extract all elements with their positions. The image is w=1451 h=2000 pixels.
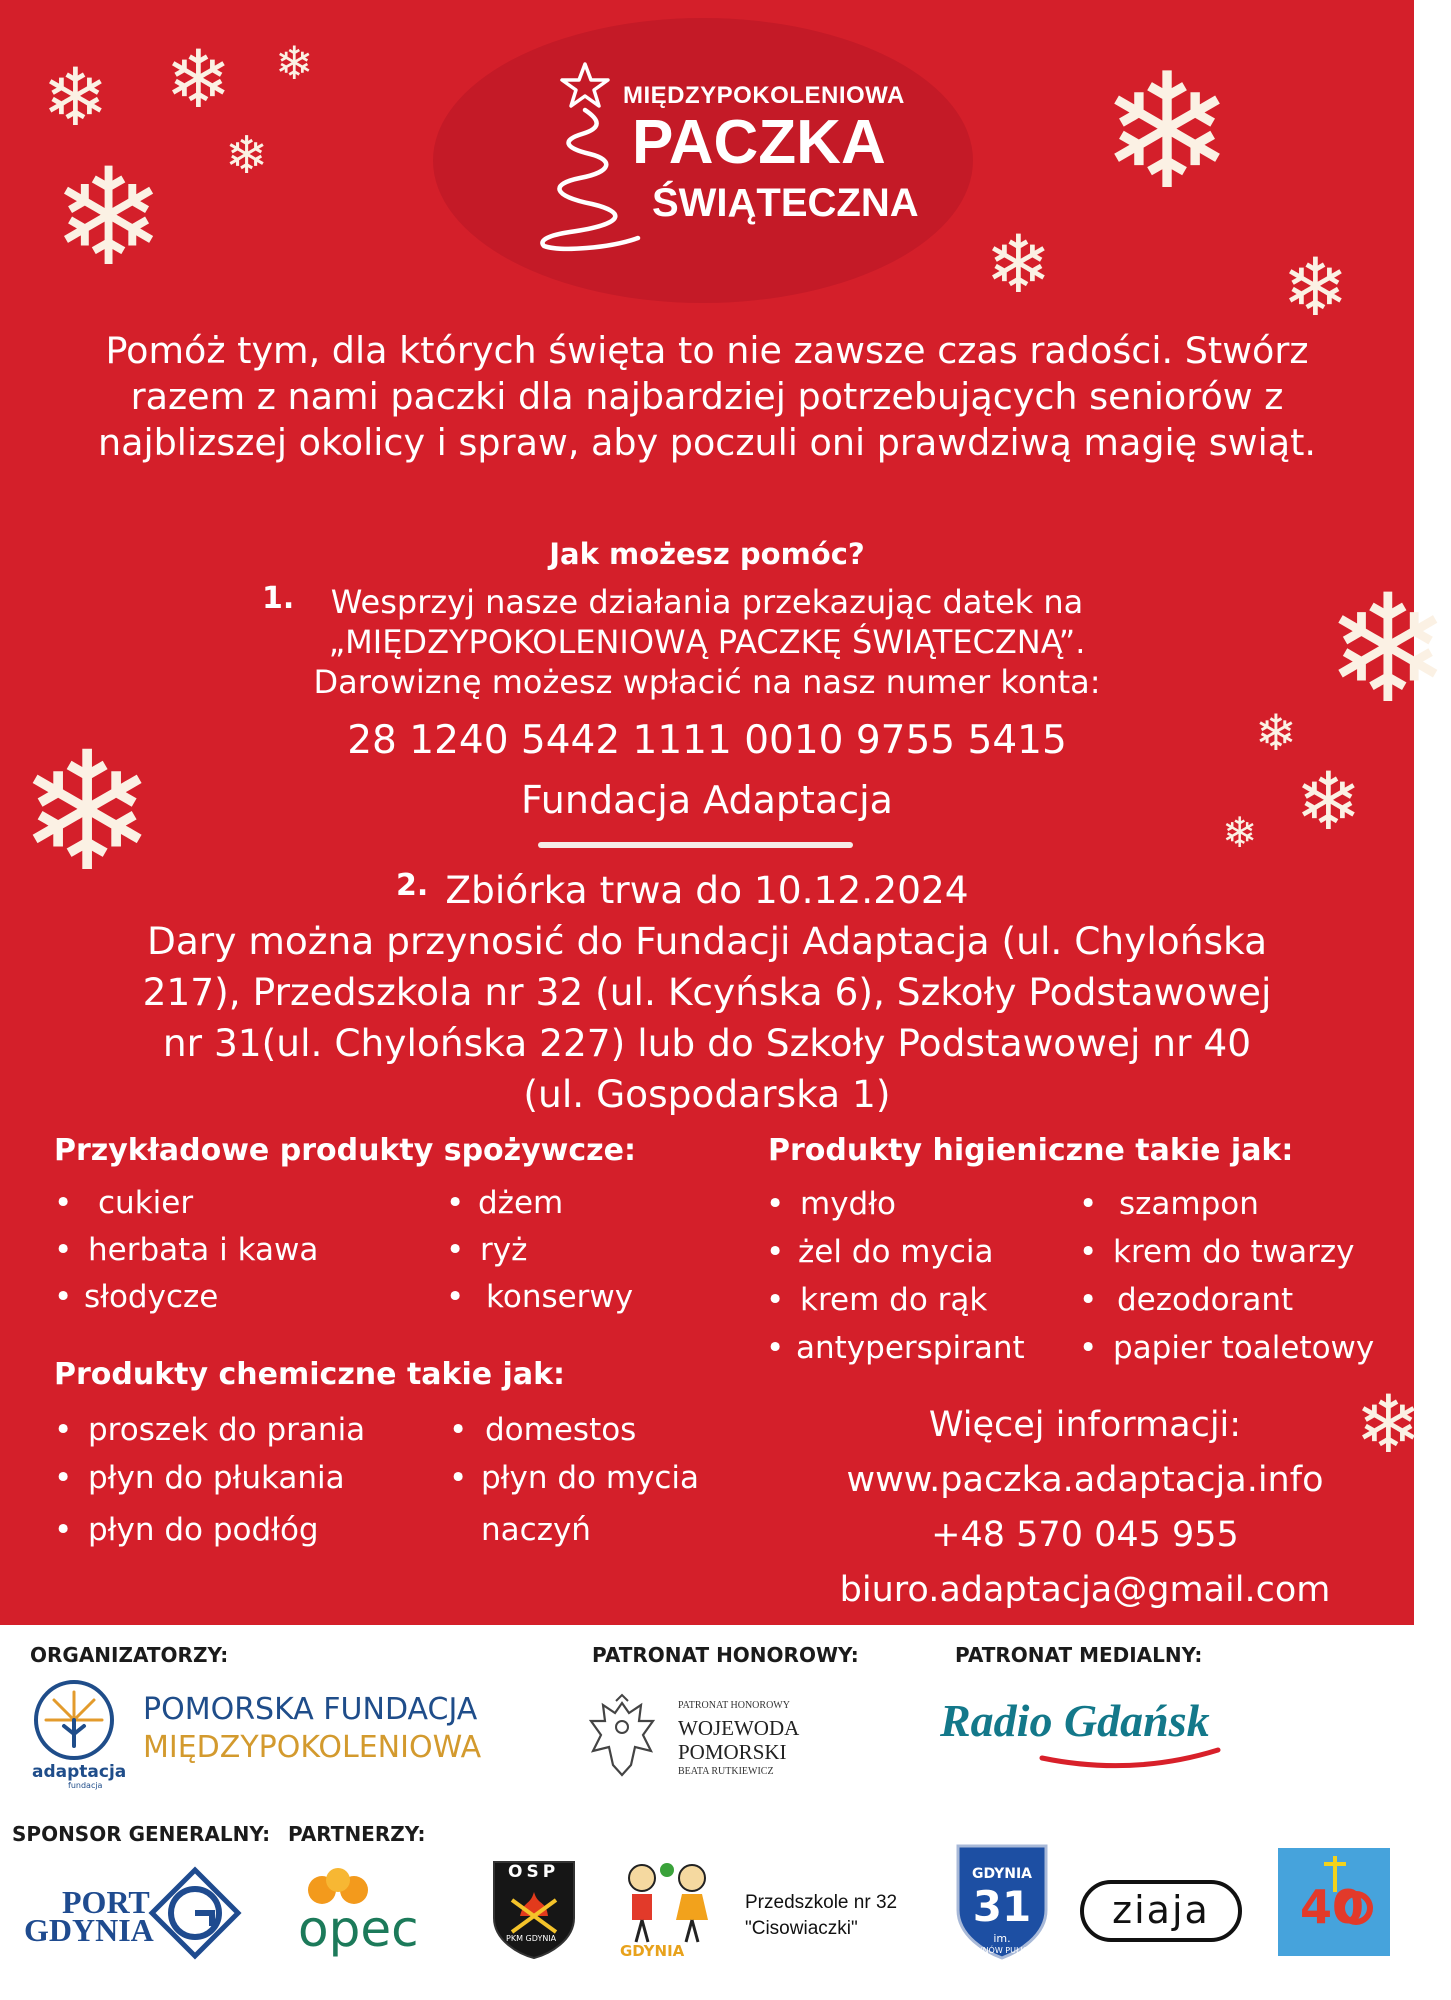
email-link[interactable]: biuro.adaptacja@gmail.com	[839, 1570, 1331, 1610]
list-item: • antyperspirant	[762, 1324, 1025, 1372]
opec-logo: opec	[298, 1900, 419, 1958]
step1-line: Darowiznę możesz wpłacić na nasz numer konta:	[313, 663, 1101, 701]
radio-gdansk-logo: Radio Gdańsk	[940, 1695, 1210, 1746]
step2-text	[0, 865, 1414, 1120]
media-patronage-label: PATRONAT MEDIALNY:	[955, 1643, 1203, 1667]
list-item: • ryż	[442, 1227, 633, 1274]
step1-number: 1.	[262, 581, 295, 616]
snowflake-icon: ❄	[1282, 241, 1350, 334]
adaptacja-logo-sub: fundacja	[68, 1781, 103, 1790]
snowflake-icon: ❄	[1325, 563, 1451, 737]
step1-text	[0, 582, 1414, 702]
list-item: • płyn do mycia	[445, 1454, 699, 1502]
how-to-help-title: Jak możesz pomóc?	[549, 537, 865, 571]
list-item: • żel do mycia	[762, 1228, 1025, 1276]
eagle-emblem-icon	[587, 1695, 657, 1779]
step2-line: (ul. Gospodarska 1)	[523, 1072, 891, 1116]
port-gdynia-emblem-icon	[150, 1868, 240, 1958]
partners-label: PARTNERZY:	[288, 1822, 426, 1846]
snowflake-icon: ❄	[1255, 704, 1297, 762]
organizer-name-line2: MIĘDZYPOKOLENIOWA	[143, 1730, 482, 1765]
wojewoda-line2: POMORSKI	[678, 1740, 787, 1764]
hygiene-list-col2	[1075, 1180, 1374, 1372]
list-item: • płyn do podłóg	[50, 1506, 365, 1554]
port-gdynia-line2: GDYNIA	[24, 1912, 154, 1948]
step2-number: 2.	[396, 868, 429, 903]
snowflake-icon: ❄	[1100, 38, 1235, 225]
snowflake-icon: ❄	[275, 36, 314, 90]
ziaja-logo: ziaja	[1080, 1880, 1242, 1942]
intro-text: Pomóż tym, dla których święta to nie zawsze czas radości. Stwórz razem z nami paczki dla najbardziej potrzebujących seniorów z najblizszej okolicy i spraw, aby poczuli oni prawdziwą magię swiąt.	[98, 329, 1316, 464]
honorary-patronage-label: PATRONAT HONOROWY:	[592, 1643, 859, 1667]
snowflake-icon: ❄	[985, 218, 1053, 311]
bank-account-number: 28 1240 5442 1111 0010 9755 5415	[347, 718, 1067, 763]
divider	[538, 842, 853, 848]
list-item: • dezodorant	[1075, 1276, 1374, 1324]
food-products-title: Przykładowe produkty spożywcze:	[54, 1133, 636, 1168]
list-item: • proszek do prania	[50, 1406, 365, 1454]
list-item: • mydło	[762, 1180, 1025, 1228]
port-gdynia-line1: PORT	[62, 1884, 150, 1920]
list-item: • krem do rąk	[762, 1276, 1025, 1324]
snowflake-icon: ❄	[165, 33, 233, 126]
list-item: • płyn do płukania	[50, 1454, 365, 1502]
school31-top: GDYNIA	[972, 1866, 1032, 1882]
step2-line: Dary można przynosić do Fundacji Adaptacja (ul. Chylońska	[146, 919, 1268, 963]
foundation-name: Fundacja Adaptacja	[521, 778, 893, 822]
logo-text-line2: PACZKA	[632, 108, 886, 177]
food-list-col2	[442, 1180, 633, 1321]
adaptacja-logo-icon	[32, 1678, 116, 1762]
organizer-name-line1: POMORSKA FUNDACJA	[143, 1692, 478, 1727]
phone-number[interactable]: +48 570 045 955	[931, 1515, 1239, 1555]
list-item: • słodycze	[50, 1274, 318, 1321]
more-info-title: Więcej informacji:	[928, 1405, 1242, 1445]
list-item: • papier toaletowy	[1075, 1324, 1374, 1372]
step1-line: „MIĘDZYPOKOLENIOWĄ PACZKĘ ŚWIĄTECZNĄ”.	[328, 623, 1086, 661]
school31-im: im.	[993, 1932, 1011, 1945]
hygiene-products-title: Produkty higieniczne takie jak:	[768, 1133, 1294, 1168]
wojewoda-line1: WOJEWODA	[678, 1716, 800, 1740]
food-list-col1	[50, 1180, 318, 1321]
step1-line: Wesprzyj nasze działania przekazując datek na	[330, 583, 1084, 621]
przedszkole-line2: "Cisowiaczki"	[745, 1918, 858, 1939]
logo-text-line3: ŚWIĄTECZNA	[652, 181, 919, 225]
school31-bottom: SYNÓW PUŁKU	[972, 1946, 1032, 1955]
list-item: • szampon	[1075, 1180, 1374, 1228]
snowflake-icon: ❄	[1222, 808, 1258, 857]
wojewoda-small-bottom: BEATA RUTKIEWICZ	[678, 1766, 774, 1777]
school31-number: 31	[972, 1882, 1032, 1931]
school40-number: 40	[1300, 1880, 1365, 1934]
snowflake-icon: ❄	[225, 126, 269, 186]
radio-swoosh-icon	[1040, 1746, 1220, 1768]
organizers-label: ORGANIZATORZY:	[30, 1643, 229, 1667]
osp-logo-text: OSP	[508, 1862, 560, 1882]
more-info	[820, 1398, 1350, 1618]
snowflake-icon: ❄	[52, 139, 166, 296]
logo-text-line1: MIĘDZYPOKOLENIOWA	[623, 82, 905, 109]
snowflake-icon: ❄	[1355, 1378, 1423, 1471]
list-item: • konserwy	[442, 1274, 633, 1321]
snowflake-icon: ❄	[18, 716, 157, 908]
chemical-list-col2	[445, 1406, 699, 1554]
list-item: • cukier	[50, 1180, 318, 1227]
hygiene-list-col1	[762, 1180, 1025, 1372]
step2-line: 217), Przedszkola nr 32 (ul. Kcyńska 6), Szkoły Podstawowej	[142, 970, 1272, 1014]
children-drawing-icon	[612, 1856, 722, 1950]
list-item: • herbata i kawa	[50, 1227, 318, 1274]
przedszkole-line1: Przedszkole nr 32	[745, 1892, 898, 1913]
chemical-list-col1	[50, 1406, 365, 1554]
osp-logo-sub: PKM GDYNIA	[506, 1934, 557, 1943]
chemical-products-title: Produkty chemiczne takie jak:	[54, 1357, 566, 1392]
wojewoda-small-top: PATRONAT HONOROWY	[678, 1700, 790, 1711]
step2-line: nr 31(ul. Chylońska 227) lub do Szkoły Podstawowej nr 40	[162, 1021, 1252, 1065]
snowflake-icon: ❄	[1295, 755, 1363, 848]
kids-logo-text: GDYNIA	[620, 1942, 685, 1960]
list-item: • domestos	[445, 1406, 699, 1454]
general-sponsor-label: SPONSOR GENERALNY:	[12, 1822, 271, 1846]
snowflake-icon: ❄	[42, 51, 110, 144]
step2-line: Zbiórka trwa do 10.12.2024	[445, 868, 969, 912]
website-link[interactable]: www.paczka.adaptacja.info	[846, 1460, 1324, 1500]
list-item: • dżem	[442, 1180, 633, 1227]
list-item-continuation: naczyń	[481, 1512, 591, 1548]
adaptacja-logo-word: adaptacja	[32, 1762, 127, 1782]
list-item: • krem do twarzy	[1075, 1228, 1374, 1276]
